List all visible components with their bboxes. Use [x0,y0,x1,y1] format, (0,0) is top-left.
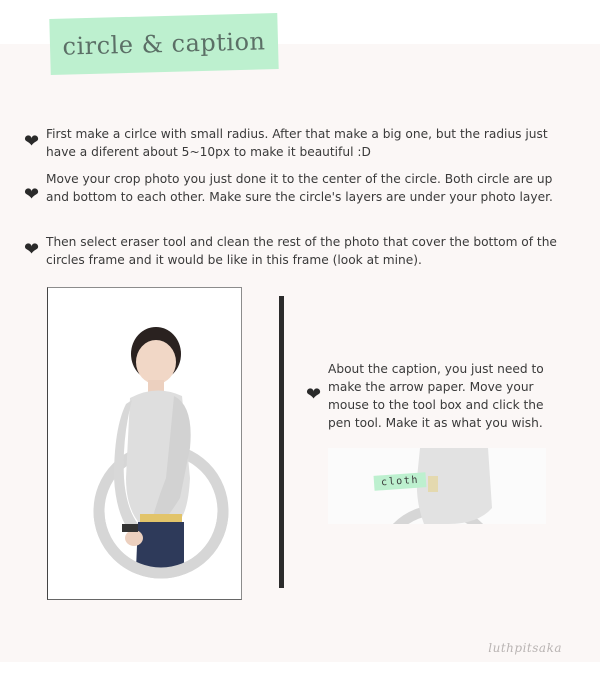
heart-icon: ❤ [24,131,40,152]
example-photo-frame [47,287,242,600]
heart-icon: ❤ [24,184,40,205]
step-text-3: Then select eraser tool and clean the rest of the photo that cover the bottom of the circles frame and it would be like in this frame (look at mine). [46,235,557,267]
heart-icon: ❤ [306,384,322,405]
step-text-2: Move your crop photo you just done it to the center of the circle. Both circle are up and bottom to each other. Make sure the circle's layers are under your photo layer. [46,172,553,204]
step-text-1: First make a cirlce with small radius. After that make a big one, but the radius just have a diferent about 5~10px to make it beautiful :D [46,127,548,159]
cloth-label: cloth [374,472,427,491]
caption-instructions: About the caption, you just need to make the arrow paper. Move your mouse to the tool box and click the pen tool. Make it as what you wish. [328,362,544,430]
title-tape [49,13,278,75]
page-title: circle & caption [62,27,266,61]
heart-icon: ❤ [24,239,40,260]
circle-ring-icon [328,448,546,524]
divider-bar [279,296,284,588]
person-figure-icon [48,288,241,599]
caption-example-image [328,448,546,524]
signature: luthpitsaka [488,641,562,655]
